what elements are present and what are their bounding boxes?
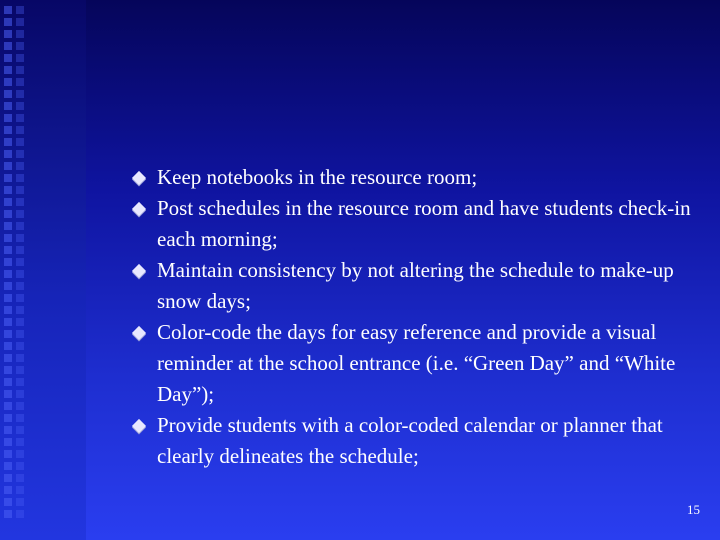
bullet-text: Maintain consistency by not altering the schedule to make-up snow days; [157,258,674,313]
decorative-square [4,174,12,182]
decorative-square [16,414,24,422]
decorative-square [4,66,12,74]
decorative-square [4,126,12,134]
decorative-square [16,354,24,362]
decorative-square [16,150,24,158]
decorative-square [4,210,12,218]
decorative-square [4,150,12,158]
decorative-square [16,18,24,26]
decorative-square [4,6,12,14]
decorative-square [16,162,24,170]
decorative-square [4,18,12,26]
decorative-square [4,390,12,398]
decorative-square [4,234,12,242]
decorative-square [16,426,24,434]
decorative-square [16,270,24,278]
decorative-square [4,330,12,338]
decorative-square [16,222,24,230]
decorative-square [16,342,24,350]
decorative-square [4,30,12,38]
decorative-square [16,78,24,86]
diamond-bullet-icon [132,419,146,433]
bullet-text: Post schedules in the resource room and have students check-in each morning; [157,196,691,251]
bullet-text: Provide students with a color-coded calendar or planner that clearly delineates the schedule; [157,413,663,468]
decorative-square [4,222,12,230]
decorative-square [4,402,12,410]
decorative-square [16,198,24,206]
bullet-item [132,193,702,255]
decorative-square [4,90,12,98]
decorative-square [16,390,24,398]
decorative-square [4,198,12,206]
decorative-square [16,42,24,50]
diamond-bullet-icon [132,264,146,278]
decorative-square [16,54,24,62]
bullet-item [132,255,702,317]
bullet-text: Color-code the days for easy reference and provide a visual reminder at the school entrance (i.e. “Green Day” and “White Day”); [157,320,676,406]
bullet-list [132,162,702,472]
left-decorative-band [0,0,86,540]
decorative-square [16,474,24,482]
decorative-square [16,186,24,194]
decorative-square [4,378,12,386]
decorative-square [16,258,24,266]
decorative-squares-column [4,6,12,518]
decorative-square [4,426,12,434]
decorative-square [4,102,12,110]
decorative-square [4,186,12,194]
decorative-square [4,246,12,254]
decorative-square [4,474,12,482]
decorative-square [4,510,12,518]
page-number: 15 [687,502,700,517]
decorative-square [4,78,12,86]
decorative-square [4,318,12,326]
decorative-square [16,30,24,38]
decorative-square [4,258,12,266]
decorative-square [16,66,24,74]
bullet-item [132,410,702,472]
bullet-item [132,317,702,410]
decorative-square [4,462,12,470]
diamond-bullet-icon [132,326,146,340]
diamond-bullet-icon [132,171,146,185]
decorative-square [16,306,24,314]
decorative-square [16,210,24,218]
decorative-square [4,414,12,422]
decorative-square [16,330,24,338]
decorative-square [16,462,24,470]
decorative-square [16,438,24,446]
decorative-square [4,450,12,458]
decorative-square [16,102,24,110]
decorative-square [16,378,24,386]
bullet-item [132,162,702,193]
decorative-square [4,498,12,506]
decorative-square [16,6,24,14]
decorative-square [4,366,12,374]
decorative-square [16,402,24,410]
decorative-square [16,126,24,134]
decorative-square [4,162,12,170]
decorative-square [16,138,24,146]
decorative-square [16,234,24,242]
decorative-square [4,354,12,362]
decorative-square [16,486,24,494]
decorative-square [16,90,24,98]
decorative-square [4,270,12,278]
decorative-square [4,486,12,494]
decorative-square [16,174,24,182]
decorative-square [4,438,12,446]
decorative-square [4,306,12,314]
decorative-square [16,366,24,374]
bullet-text: Keep notebooks in the resource room; [157,165,478,189]
diamond-bullet-icon [132,202,146,216]
decorative-square [16,294,24,302]
decorative-square [16,318,24,326]
decorative-square [4,282,12,290]
decorative-square [4,138,12,146]
decorative-square [4,342,12,350]
decorative-square [16,246,24,254]
decorative-square [4,114,12,122]
decorative-square [4,42,12,50]
decorative-square [4,54,12,62]
decorative-square [16,510,24,518]
decorative-square [4,294,12,302]
decorative-square [16,498,24,506]
decorative-square [16,282,24,290]
decorative-square [16,450,24,458]
decorative-square [16,114,24,122]
decorative-squares-column [16,6,24,518]
